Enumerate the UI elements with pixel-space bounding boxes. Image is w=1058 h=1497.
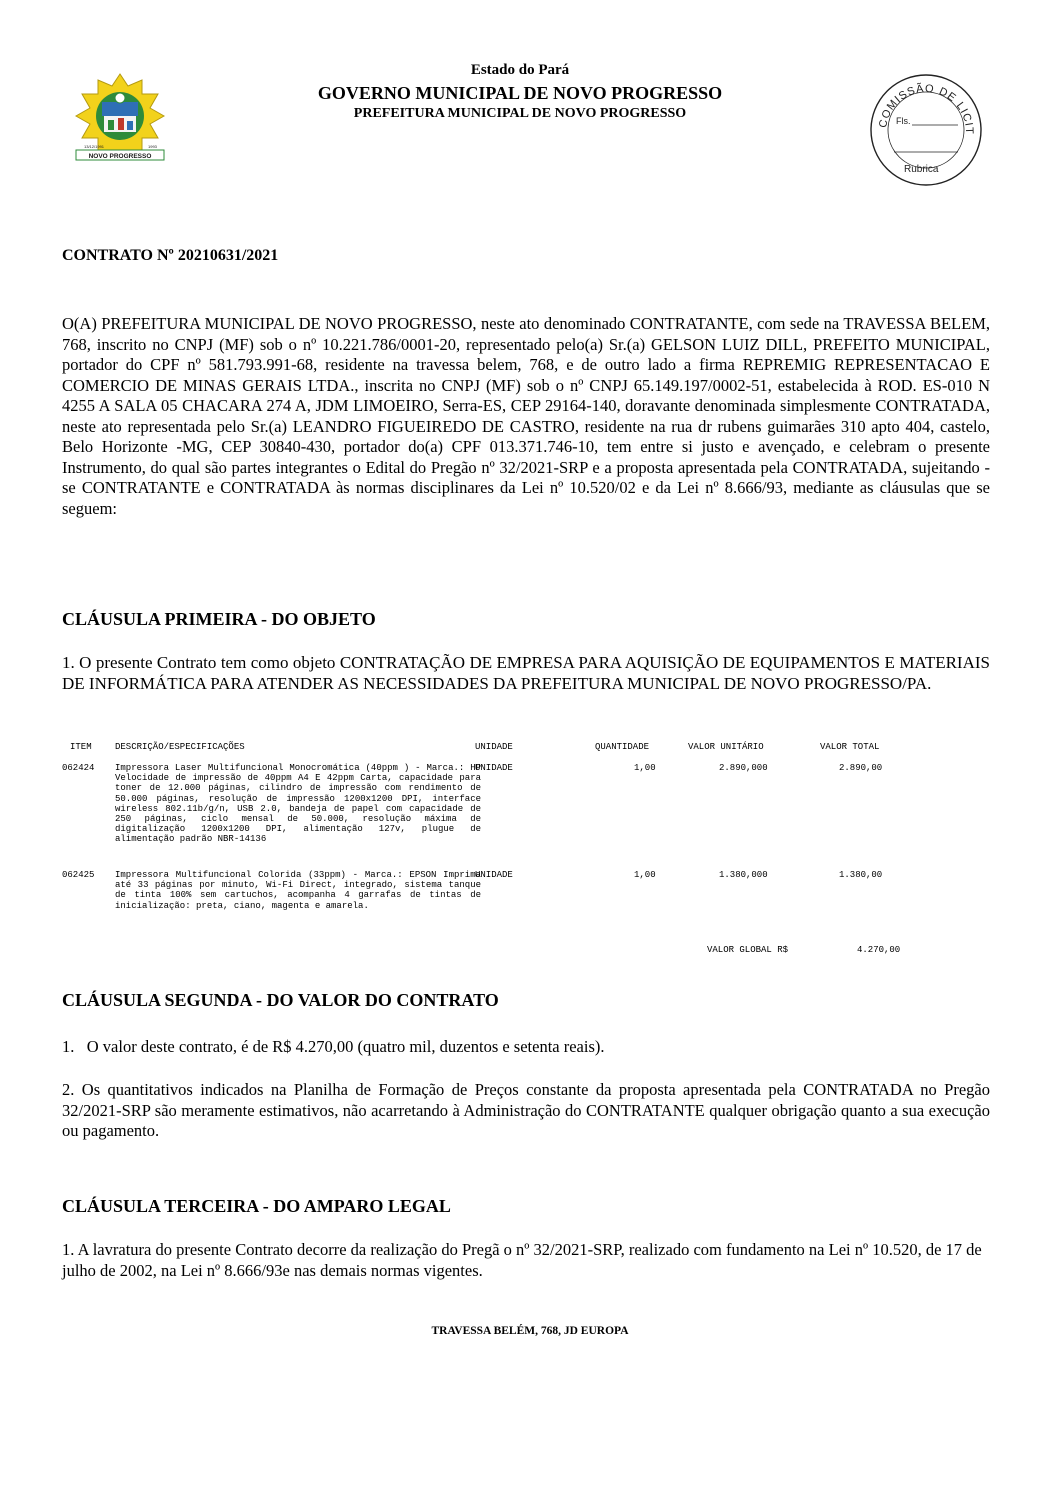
header-state: Estado do Pará (470, 62, 570, 78)
row-item-code: 062425 (62, 870, 95, 880)
row-unit-value: 1.380,000 (719, 870, 768, 880)
table-header-quantity: QUANTIDADE (595, 742, 650, 752)
svg-text:13/12/1991: 13/12/1991 (84, 144, 105, 149)
table-header-description: DESCRIÇÃO/ESPECIFICAÇÕES (115, 742, 245, 752)
svg-text:NOVO PROGRESSO: NOVO PROGRESSO (88, 153, 152, 160)
row-unit: UNIDADE (475, 870, 513, 880)
svg-text:Fls.: Fls. (896, 116, 911, 126)
row-total-value: 2.890,00 (839, 763, 883, 773)
row-item-code: 062424 (62, 763, 95, 773)
table-header-total-value: VALOR TOTAL (820, 742, 880, 752)
footer-address: TRAVESSA BELÉM, 768, JD EUROPA (431, 1325, 629, 1337)
row-quantity: 1,00 (634, 763, 656, 773)
row-description: Impressora Laser Multifuncional Monocromática (40ppm ) - Marca.: HP Velocidade de impressão de 40ppm A4 E 42ppm Carta, capacidade para toner de 12.000 páginas, cilindro de impressão com rendimento de 50.000 páginas, resolução de impressão 1200x1200 DPI, interface wireless 802.11b/g/n, USB 2.0, bandeja de papel com capacidade de 250 páginas, ciclo mensal de 50.000, resolução máxima de digitalização 1200x1200 DPI, alimentação 127v, plugue de alimentação padrão NBR-14136 (115, 763, 481, 845)
table-header-unit-value: VALOR UNITÁRIO (688, 742, 764, 752)
municipal-coat-of-arms-logo (70, 72, 170, 164)
clause1-text: 1. O presente Contrato tem como objeto CONTRATAÇÃO DE EMPRESA PARA AQUISIÇÃO DE EQUIPAMENTOS E MATERIAIS DE INFORMÁTICA PARA ATENDER AS NECESSIDADES DA PREFEITURA MUNICIPAL DE NOVO PROGRESSO/PA. (62, 653, 990, 693)
clause3-item1: 1. A lavratura do presente Contrato decorre da realização do Pregã o nº 32/2021-SRP, realizado com fundamento na Lei nº 10.520, de 17 de julho de 2002, na Lei nº 8.666/93e nas demais normas vigentes. (62, 1240, 982, 1280)
table-header-item: ITEM (70, 742, 92, 752)
intro-paragraph: O(A) PREFEITURA MUNICIPAL DE NOVO PROGRESSO, neste ato denominado CONTRATANTE, com sede na TRAVESSA BELEM, 768, inscrito no CNPJ (MF) sob o nº 10.221.786/0001-20, representado pelo(a) Sr.(a) GELSON LUIZ DILL, PREFEITO MUNICIPAL, portador do CPF nº 581.793.991-68, residente na travessa belem, 768, e de outro lado a firma REPREMIG REPRESENTACAO E COMERCIO DE MINAS GERAIS LTDA., inscrita no CNPJ (MF) sob o nº CNPJ 65.149.197/0002-51, estabelecida à ROD. ES-010 N 4255 A SALA 05 CHACARA 274 A, JDM LIMOEIRO, Serra-ES, CEP 29164-140, doravante denominada simplesmente CONTRATADA, neste ato representada pelo Sr.(a) LEANDRO FIGUEIREDO DE CASTRO, residente na rua dr rubens guimarães 310 apto 404, castelo, Belo Horizonte -MG, CEP 30840-430, portador do(a) CPF 013.371.746-10, tem entre si justo e avençado, e celebram o presente Instrumento, do qual são partes integrantes o Edital do Pregão nº 32/2021-SRP e a proposta apresentada pela CONTRATADA, sujeitando -se CONTRATANTE e CONTRATADA às normas disciplinares da Lei nº 10.520/02 e da Lei nº 8.666/93, mediante as cláusulas que se seguem: (62, 314, 990, 518)
row-description: Impressora Multifuncional Colorida (33ppm) - Marca.: EPSON Imprima até 33 páginas por minuto, Wi-Fi Direct, integrado, sistema tanque de tinta 100% sem cartuchos, acompanha 4 garrafas de tintas de inicialização: preta, ciano, magenta e amarela. (115, 870, 481, 911)
header-prefecture: PREFEITURA MUNICIPAL DE NOVO PROGRESSO (353, 106, 687, 121)
row-unit-value: 2.890,000 (719, 763, 768, 773)
global-value: 4.270,00 (857, 945, 901, 955)
row-total-value: 1.380,00 (839, 870, 883, 880)
table-header-unit: UNIDADE (475, 742, 513, 752)
svg-text:1993: 1993 (148, 144, 157, 149)
clause2-item1: 1. O valor deste contrato, é de R$ 4.270,00 (quatro mil, duzentos e setenta reais). (62, 1037, 605, 1056)
bidding-commission-stamp (868, 72, 984, 188)
svg-text:COMISSÃO DE LICITAÇÃO: COMISSÃO DE LICIT (877, 82, 976, 135)
clause1-title: CLÁUSULA PRIMEIRA - DO OBJETO (62, 609, 376, 629)
svg-text:Rubrica: Rubrica (904, 164, 939, 175)
contract-title: CONTRATO Nº 20210631/2021 (62, 247, 279, 264)
clause2-title: CLÁUSULA SEGUNDA - DO VALOR DO CONTRATO (62, 990, 499, 1010)
header-government: GOVERNO MUNICIPAL DE NOVO PROGRESSO (317, 83, 723, 103)
row-unit: UNIDADE (475, 763, 513, 773)
clause3-title: CLÁUSULA TERCEIRA - DO AMPARO LEGAL (62, 1196, 451, 1216)
row-quantity: 1,00 (634, 870, 656, 880)
clause2-item2: 2. Os quantitativos indicados na Planilha de Formação de Preços constante da proposta apresentada pela CONTRATADA no Pregão 32/2021-SRP são meramente estimativos, não acarretando à Administração do CONTRATANTE qualquer obrigação quanto a sua execução ou pagamento. (62, 1080, 990, 1140)
global-value-label: VALOR GLOBAL R$ (707, 945, 789, 955)
